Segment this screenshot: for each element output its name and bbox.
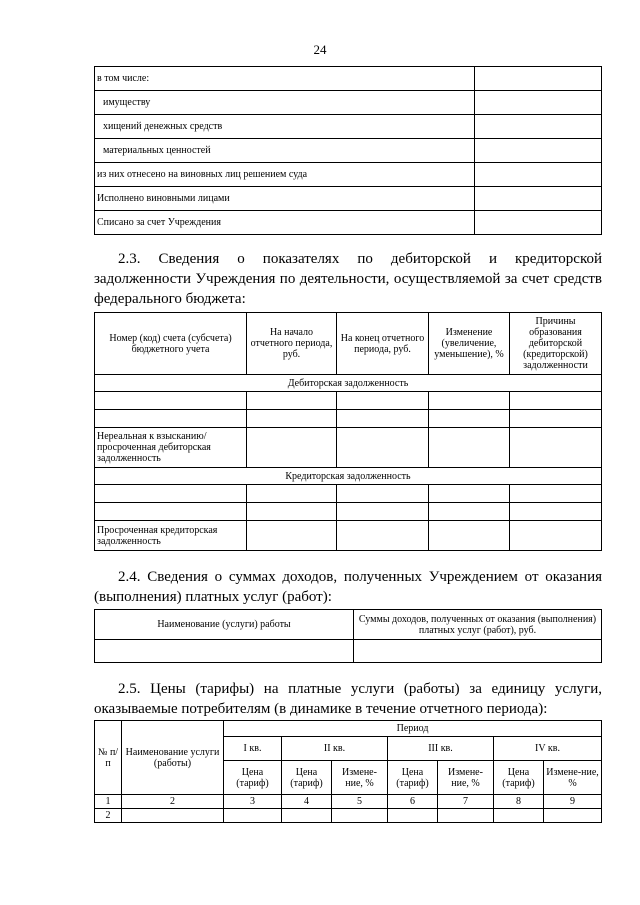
- price-header: Цена (тариф): [224, 761, 282, 795]
- column-number: 1: [95, 795, 122, 809]
- section-2-3-heading: 2.3. Сведения о показателях по дебиторской и кредиторской задолженности Учреждения по деятельности, осуществляемой за счет средств федерального бюджета:: [94, 251, 602, 307]
- table-row-label: из них отнесено на виновных лиц решением суда: [95, 163, 475, 187]
- col-name-header: Наименование услуги (работы): [122, 721, 224, 795]
- column-header: На конец отчетного периода, руб.: [337, 313, 429, 375]
- table-row-label: Списано за счет Учреждения: [95, 211, 475, 235]
- debt-table: [94, 312, 602, 551]
- section-2-4-heading: 2.4. Сведения о суммах доходов, полученных Учреждением от оказания (выполнения) платных услуг (работ):: [94, 569, 602, 605]
- quarter-header: II кв.: [282, 737, 388, 761]
- income-table: [94, 609, 602, 663]
- section-2-5-heading: 2.5. Цены (тарифы) на платные услуги (работы) за единицу услуги, оказываемые потребителям (в динамике в течение отчетного периода):: [94, 681, 602, 717]
- page-number: 24: [313, 42, 327, 57]
- column-header: Изменение (увеличение, уменьшение), %: [429, 313, 510, 375]
- period-header: Период: [224, 721, 602, 737]
- credit-section-label: Кредиторская задолженность: [95, 468, 602, 485]
- debit-note-label: Нереальная к взысканию/просроченная дебиторская задолженность: [95, 428, 247, 468]
- change-header: Измене-ние, %: [438, 761, 494, 795]
- price-header: Цена (тариф): [494, 761, 544, 795]
- column-number: 7: [438, 795, 494, 809]
- column-header: Номер (код) счета (субсчета) бюджетного учета: [95, 313, 247, 375]
- column-header: Наименование (услуги) работы: [95, 610, 354, 640]
- table-row-label: Исполнено виновными лицами: [95, 187, 475, 211]
- price-header: Цена (тариф): [388, 761, 438, 795]
- table-row-label: имуществу: [95, 91, 475, 115]
- table-row-label: материальных ценностей: [95, 139, 475, 163]
- column-header: Причины образования дебиторской (кредиторской) задолженности: [510, 313, 602, 375]
- column-number: 2: [122, 795, 224, 809]
- change-header: Измене-ние, %: [544, 761, 602, 795]
- column-number: 6: [388, 795, 438, 809]
- column-header: На начало отчетного периода, руб.: [247, 313, 337, 375]
- quarter-header: III кв.: [388, 737, 494, 761]
- price-header: Цена (тариф): [282, 761, 332, 795]
- column-number: 3: [224, 795, 282, 809]
- change-header: Измене-ние, %: [332, 761, 388, 795]
- quarter-header: I кв.: [224, 737, 282, 761]
- tariffs-table: [94, 720, 602, 823]
- losses-table: [94, 66, 602, 235]
- table-row-label: в том числе:: [95, 67, 475, 91]
- column-number: 5: [332, 795, 388, 809]
- col-num-header: № п/п: [95, 721, 122, 795]
- debit-section-label: Дебиторская задолженность: [95, 375, 602, 392]
- credit-note-label: Просроченная кредиторская задолженность: [95, 521, 247, 551]
- column-header: Суммы доходов, полученных от оказания (выполнения) платных услуг (работ), руб.: [354, 610, 602, 640]
- column-number: 8: [494, 795, 544, 809]
- quarter-header: IV кв.: [494, 737, 602, 761]
- column-number: 9: [544, 795, 602, 809]
- table-row-label: хищений денежных средств: [95, 115, 475, 139]
- row-number: 2: [95, 809, 122, 823]
- column-number: 4: [282, 795, 332, 809]
